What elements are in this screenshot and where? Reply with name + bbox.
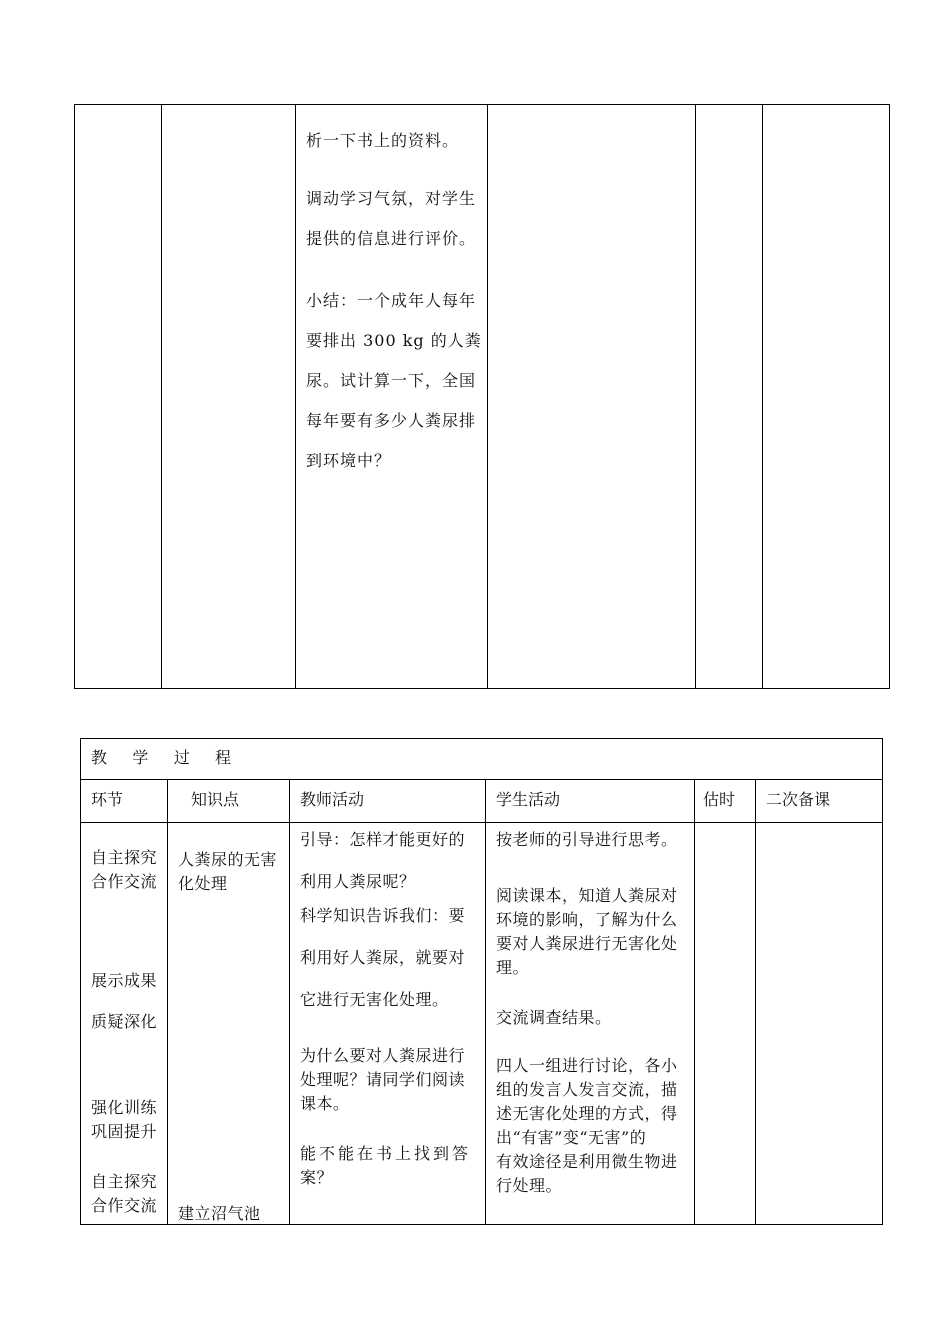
teacher-line: 小结：一个成年人每年 <box>306 291 477 310</box>
time-column <box>695 823 756 1225</box>
student-line: 有效途径是利用微生物进 <box>496 1152 678 1171</box>
header-knowledge-cell <box>168 780 290 823</box>
student-line: 出“有害”变“无害”的 <box>496 1128 647 1147</box>
header-teacher-cell <box>290 780 486 823</box>
header-time: 估时 <box>703 790 736 809</box>
knowledge-line: 建立沼气池 <box>178 1204 261 1223</box>
student-line: 四人一组进行讨论，各小 <box>496 1056 678 1075</box>
teacher-line: 调动学习气氛，对学生 <box>306 189 477 208</box>
student-line: 阅读课本，知道人粪尿对 <box>496 886 678 905</box>
student-column <box>486 823 695 1225</box>
student-line: 述无害化处理的方式，得 <box>496 1104 678 1123</box>
header-stage: 环节 <box>91 790 124 809</box>
header-prep: 二次备课 <box>766 790 831 809</box>
table-title-cell <box>81 739 883 780</box>
student-line: 行处理。 <box>496 1176 563 1195</box>
stage-label: 合作交流 <box>91 872 158 891</box>
teacher-line: 处理呢？请同学们阅读 <box>300 1070 466 1089</box>
teacher-line: 提供的信息进行评价。 <box>306 229 477 248</box>
stage-column <box>81 823 168 1225</box>
teacher-line: 每年要有多少人粪尿排 <box>306 411 477 430</box>
teacher-line: 利用好人粪尿，就要对 <box>300 948 466 967</box>
lesson-table-continued <box>74 104 890 689</box>
teaching-process-table <box>80 738 883 1225</box>
stage-label: 质疑深化 <box>91 1012 158 1031</box>
knowledge-column <box>168 823 290 1225</box>
student-line: 按老师的引导进行思考。 <box>496 830 678 849</box>
prep-cell <box>763 105 890 689</box>
teacher-line: 析一下书上的资料。 <box>306 131 460 150</box>
stage-label: 强化训练 <box>91 1098 158 1117</box>
teacher-line: 利用人粪尿呢？ <box>300 872 416 891</box>
teacher-line: 课本。 <box>300 1094 350 1113</box>
teacher-line: 科学知识告诉我们：要 <box>300 906 466 925</box>
header-knowledge: 知识点 <box>191 790 240 809</box>
prep-column <box>756 823 883 1225</box>
teacher-activity-cell <box>296 105 488 689</box>
header-stage-cell <box>81 780 168 823</box>
table-title: 教 学 过 程 <box>91 748 233 767</box>
stage-label: 自主探究 <box>91 848 158 867</box>
student-line: 理。 <box>496 958 530 977</box>
time-cell <box>696 105 763 689</box>
stage-label: 合作交流 <box>91 1196 158 1215</box>
student-line: 组的发言人发言交流，描 <box>496 1080 678 1099</box>
student-line: 要对人粪尿进行无害化处 <box>496 934 678 953</box>
stage-label: 巩固提升 <box>91 1122 158 1141</box>
teacher-line: 要排出 300 kg 的人粪 <box>306 331 482 350</box>
student-line: 交流调查结果。 <box>496 1008 612 1027</box>
knowledge-cell <box>162 105 296 689</box>
header-student: 学生活动 <box>496 790 561 809</box>
knowledge-line: 化处理 <box>178 874 228 893</box>
header-prep-cell <box>756 780 883 823</box>
teacher-column <box>290 823 486 1225</box>
teacher-line: 到环境中？ <box>306 451 392 470</box>
teacher-line: 为什么要对人粪尿进行 <box>300 1046 466 1065</box>
teacher-line: 案？ <box>300 1168 334 1187</box>
header-time-cell <box>695 780 756 823</box>
header-teacher: 教师活动 <box>300 790 365 809</box>
teacher-line: 引导：怎样才能更好的 <box>300 830 466 849</box>
knowledge-line: 人粪尿的无害 <box>178 850 278 869</box>
header-student-cell <box>486 780 695 823</box>
stage-label: 自主探究 <box>91 1172 158 1191</box>
teacher-line: 能不能在书上找到答 <box>300 1144 472 1163</box>
teacher-line: 它进行无害化处理。 <box>300 990 449 1009</box>
student-line: 环境的影响，了解为什么 <box>496 910 678 929</box>
teacher-line: 尿。试计算一下，全国 <box>306 371 477 390</box>
stage-cell <box>75 105 162 689</box>
student-activity-cell <box>488 105 696 689</box>
stage-label: 展示成果 <box>91 971 158 990</box>
